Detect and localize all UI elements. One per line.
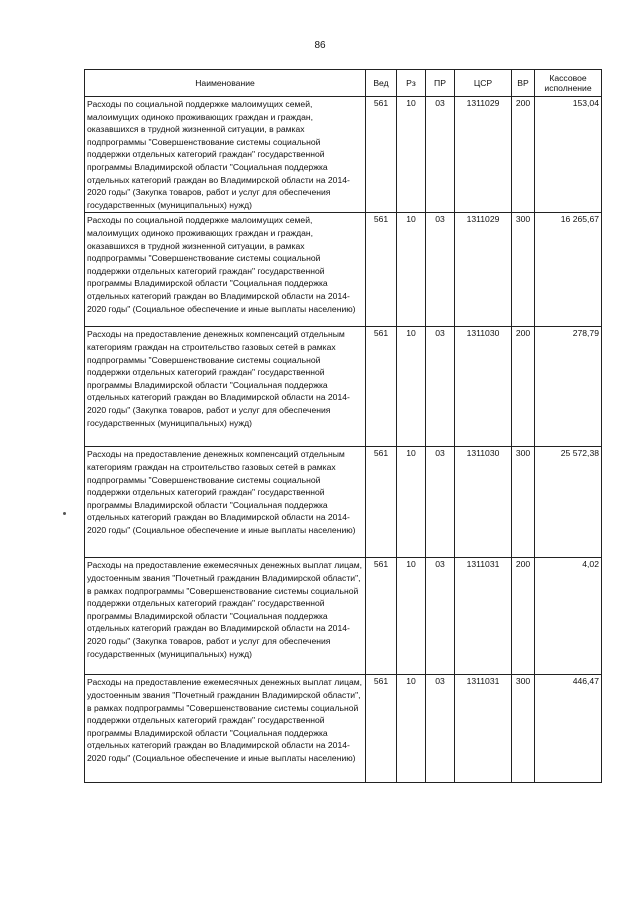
row-csr: 1311029 (455, 97, 512, 213)
header-ved: Вед (366, 70, 397, 97)
row-vr: 200 (512, 558, 535, 675)
row-amount: 446,47 (535, 675, 602, 783)
row-pr: 03 (426, 213, 455, 327)
row-rz: 10 (397, 447, 426, 558)
table-row (85, 213, 602, 327)
row-pr: 03 (426, 558, 455, 675)
row-vr: 200 (512, 327, 535, 447)
page-number: 86 (314, 40, 326, 51)
budget-execution-table (84, 69, 602, 783)
row-rz: 10 (397, 675, 426, 783)
table-header-row (85, 70, 602, 97)
row-name: Расходы на предоставление денежных компенсаций отдельным категориям граждан на строительство газовых сетей в рамках подпрограммы "Совершенствование системы социальной поддержки отдельных категорий граждан" государственной программы Владимирской области "Социальная поддержка отдельных категорий граждан во Владимирской области на 2014-2020 годы" (Социальное обеспечение и иные выплаты населению) (85, 447, 366, 558)
row-pr: 03 (426, 97, 455, 213)
row-vr: 300 (512, 675, 535, 783)
row-amount: 4,02 (535, 558, 602, 675)
row-name: Расходы на предоставление денежных компенсаций отдельным категориям граждан на строительство газовых сетей в рамках подпрограммы "Совершенствование системы социальной поддержки отдельных категорий граждан" государственной программы Владимирской области "Социальная поддержка отдельных категорий граждан во Владимирской области на 2014-2020 годы" (Закупка товаров, работ и услуг для обеспечения государственных (муниципальных) нужд) (85, 327, 366, 447)
row-amount: 25 572,38 (535, 447, 602, 558)
row-pr: 03 (426, 447, 455, 558)
row-amount: 16 265,67 (535, 213, 602, 327)
row-pr: 03 (426, 675, 455, 783)
row-pr: 03 (426, 327, 455, 447)
row-amount: 278,79 (535, 327, 602, 447)
table-row (85, 97, 602, 213)
table-row (85, 327, 602, 447)
row-name: Расходы по социальной поддержке малоимущих семей, малоимущих одиноко проживающих граждан и граждан, оказавшихся в трудной жизненной ситуации, в рамках подпрограммы "Совершенствование системы социальной поддержки отдельных категорий граждан" государственной программы Владимирской области "Социальная поддержка отдельных категорий граждан во Владимирской области на 2014-2020 годы" (Закупка товаров, работ и услуг для обеспечения государственных (муниципальных) нужд) (85, 97, 366, 213)
table-row (85, 558, 602, 675)
row-name: Расходы на предоставление ежемесячных денежных выплат лицам, удостоенным звания "Почетный гражданин Владимирской области", в рамках подпрограммы "Совершенствование системы социальной поддержки отдельных категорий граждан" государственной программы Владимирской области "Социальная поддержка отдельных категорий граждан во Владимирской области на 2014-2020 годы" (Закупка товаров, работ и услуг для обеспечения государственных (муниципальных) нужд) (85, 558, 366, 675)
header-csr: ЦСР (455, 70, 512, 97)
table-row (85, 675, 602, 783)
header-amount: Кассовое исполнение (535, 70, 602, 97)
row-name: Расходы на предоставление ежемесячных денежных выплат лицам, удостоенным звания "Почетный гражданин Владимирской области", в рамках подпрограммы "Совершенствование системы социальной поддержки отдельных категорий граждан" государственной программы Владимирской области "Социальная поддержка отдельных категорий граждан во Владимирской области на 2014-2020 годы" (Социальное обеспечение и иные выплаты населению) (85, 675, 366, 783)
scan-speck (63, 512, 66, 515)
row-csr: 1311030 (455, 327, 512, 447)
header-name: Наименование (85, 70, 366, 97)
header-rz: Рз (397, 70, 426, 97)
row-rz: 10 (397, 213, 426, 327)
row-ved: 561 (366, 327, 397, 447)
row-amount: 153,04 (535, 97, 602, 213)
row-ved: 561 (366, 97, 397, 213)
row-csr: 1311029 (455, 213, 512, 327)
header-vr: ВР (512, 70, 535, 97)
row-rz: 10 (397, 327, 426, 447)
header-pr: ПР (426, 70, 455, 97)
row-vr: 300 (512, 447, 535, 558)
row-csr: 1311031 (455, 558, 512, 675)
row-ved: 561 (366, 558, 397, 675)
row-csr: 1311030 (455, 447, 512, 558)
row-csr: 1311031 (455, 675, 512, 783)
row-ved: 561 (366, 675, 397, 783)
row-vr: 300 (512, 213, 535, 327)
table-row (85, 447, 602, 558)
row-rz: 10 (397, 97, 426, 213)
row-ved: 561 (366, 213, 397, 327)
row-ved: 561 (366, 447, 397, 558)
row-rz: 10 (397, 558, 426, 675)
row-vr: 200 (512, 97, 535, 213)
row-name: Расходы по социальной поддержке малоимущих семей, малоимущих одиноко проживающих граждан и граждан, оказавшихся в трудной жизненной ситуации, в рамках подпрограммы "Совершенствование системы социальной поддержки отдельных категорий граждан" государственной программы Владимирской области "Социальная поддержка отдельных категорий граждан во Владимирской области на 2014-2020 годы" (Социальное обеспечение и иные выплаты населению) (85, 213, 366, 327)
